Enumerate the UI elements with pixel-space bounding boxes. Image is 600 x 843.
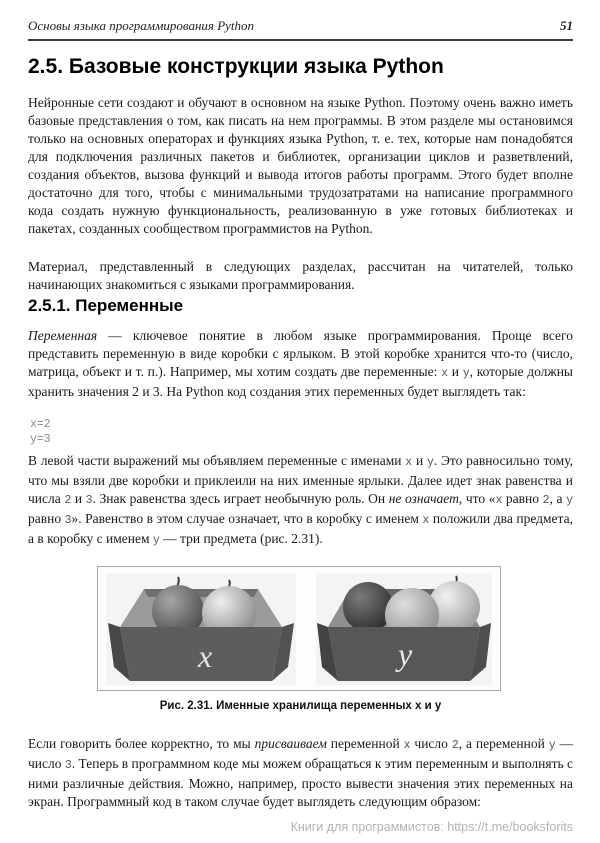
box-y-label: y xyxy=(398,635,413,672)
box-x-label: x xyxy=(198,637,213,674)
code-line: y=3 xyxy=(30,433,51,446)
paragraph-variables: Переменная — ключевое понятие в любом языке программирования. Проще всего представить переменную в виде коробки с ярлыком. В этой коробке хранится что-то (число, матрица, объект и т. п.). Например, мы хотим создать две переменные: x и y, которые должны хранить значения 2 и 3. На Python код создания этих переменных будет выглядеть так: xyxy=(28,328,573,399)
paragraph-assignment: Если говорить более корректно, то мы присваиваем переменной x число 2, а переменной y — число 3. Теперь в программном коде мы можем обращаться к этим переменным и выполнять с ними различные действия. Можно, например, просто вывести значения этих переменных на экран. Программный код в таком случае будет выглядеть следующим образом: xyxy=(28,736,574,809)
apple-dark xyxy=(343,582,393,632)
figure-2-31 xyxy=(97,566,501,691)
paragraph-intro: Нейронные сети создают и обучают в основном на языке Python. Поэтому очень важно иметь базовые представления о том, как писать на нем программы. В этом разделе мы остановимся только на основных операторах и функциях языка Python, т. е. тех, которые нам понадобятся для подключения различных пакетов и библиотек, организации циклов и разветвлений, создания объектов, вызова функций и вывода итогов работы программ. Этого будет вполне достаточно для того, чтобы с минимальными трудозатратами на написание программного кода создать нужную функциональность, реализованную в уже готовых библиотеках и пакетах, созданных сообществом программистов на Python. xyxy=(28,95,573,236)
subsection-heading: 2.5.1. Переменные xyxy=(28,296,184,315)
paragraph-audience: Материал, представленный в следующих разделах, рассчитан на читателей, только начинающих знакомиться с языками программирования. xyxy=(28,259,573,292)
code-line: x=2 xyxy=(30,418,51,431)
paragraph-equals-sign: В левой части выражений мы объявляем переменные с именами x и y. Это равносильно тому, что мы взяли две коробки и приклеили на них именные ярлыки. Далее идет знак равенства и числа 2 и 3. Знак равенства здесь играет необычную роль. Он не означает, что «x равно 2, а y равно 3». Равенство в этом случае означает, что в коробку с именем x положили два предмета, а в коробку с именем y — три предмета (рис. 2.31). xyxy=(28,453,573,547)
watermark-link: Книги для программистов: https://t.me/booksforits xyxy=(290,820,573,834)
box-x-photo xyxy=(106,573,296,685)
box-y-photo xyxy=(316,573,492,685)
running-header-title: Основы языка программирования Python xyxy=(28,18,255,33)
code-block xyxy=(30,417,51,447)
section-heading: 2.5. Базовые конструкции языка Python xyxy=(28,55,444,78)
page-number: 51 xyxy=(560,18,573,33)
figure-caption: Рис. 2.31. Именные хранилища переменных x и y xyxy=(159,700,442,712)
running-header xyxy=(28,18,573,41)
